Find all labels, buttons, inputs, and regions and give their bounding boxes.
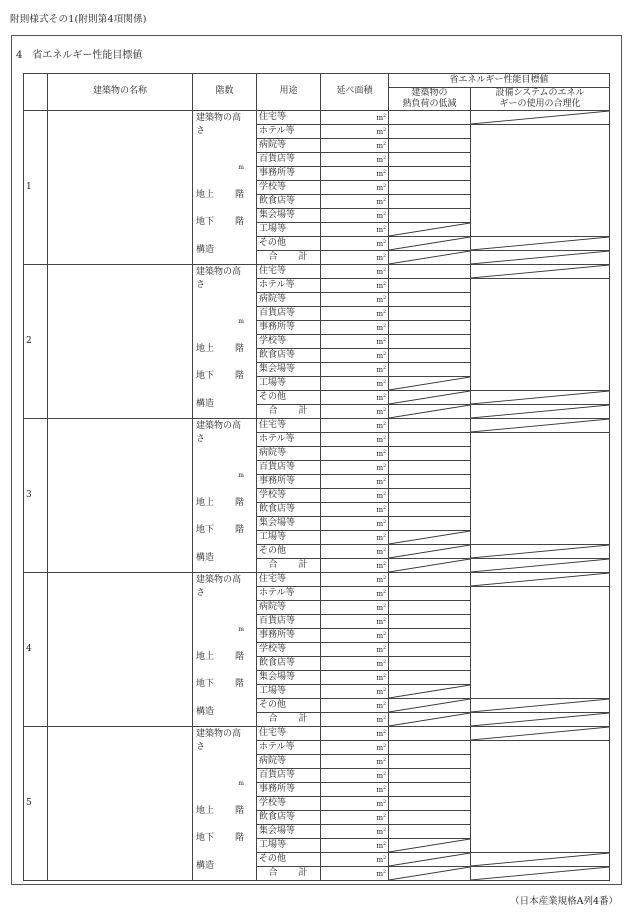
use-label: 集会場等 — [257, 516, 321, 530]
square-meter-unit: $m^2$ — [376, 169, 386, 178]
height-unit-label: m — [238, 625, 244, 633]
floors-header: 階数 — [193, 74, 257, 111]
square-meter-unit: $m^2$ — [376, 771, 386, 780]
use-label: 百貨店等 — [257, 460, 321, 474]
use-label: その他 — [257, 390, 321, 404]
floor-area-field[interactable] — [321, 642, 389, 656]
equipment-efficiency-field[interactable] — [471, 432, 610, 544]
building-height-label: 建築物の高 さ — [196, 574, 242, 598]
heat-load-field[interactable] — [389, 152, 471, 166]
floors-cell — [193, 418, 257, 572]
heat-load-field[interactable] — [389, 502, 471, 516]
floor-area-field[interactable] — [321, 796, 389, 810]
heat-load-field[interactable] — [389, 432, 471, 446]
heat-load-na-cell — [389, 404, 471, 418]
floor-area-field[interactable] — [321, 670, 389, 684]
table-header-row — [24, 74, 610, 88]
floors-cell — [193, 726, 257, 880]
use-label: 学校等 — [257, 334, 321, 348]
square-meter-unit: $m^2$ — [376, 673, 386, 682]
floor-area-field[interactable] — [321, 502, 389, 516]
heat-load-na-cell — [389, 684, 471, 698]
square-meter-unit: $m^2$ — [376, 141, 386, 150]
total-label: 合 計 — [257, 404, 321, 418]
equipment-efficiency-field[interactable] — [471, 124, 610, 236]
floor-area-field[interactable] — [321, 726, 389, 740]
square-meter-unit: $m^2$ — [376, 197, 386, 206]
square-meter-unit: $m^2$ — [376, 869, 386, 878]
square-meter-unit: $m^2$ — [376, 421, 386, 430]
use-label: 事務所等 — [257, 474, 321, 488]
use-label: 住宅等 — [257, 418, 321, 432]
floor-area-field[interactable] — [321, 334, 389, 348]
building-number: 5 — [24, 726, 48, 880]
floor-area-field[interactable] — [321, 208, 389, 222]
square-meter-unit: $m^2$ — [376, 561, 386, 570]
floor-area-field[interactable] — [321, 600, 389, 614]
floor-area-field[interactable] — [321, 572, 389, 586]
use-label: 病院等 — [257, 292, 321, 306]
floor-area-field[interactable] — [321, 166, 389, 180]
heat-load-na-cell — [389, 250, 471, 264]
equipment-na-cell — [471, 712, 610, 726]
floor-area-field[interactable] — [321, 586, 389, 600]
energy-target-header: 省エネルギー性能目標値 — [389, 74, 610, 88]
table-row — [24, 264, 610, 278]
heat-load-field[interactable] — [389, 740, 471, 754]
use-label: 工場等 — [257, 222, 321, 236]
heat-load-field[interactable] — [389, 768, 471, 782]
heat-load-na-cell — [389, 698, 471, 712]
use-label: 工場等 — [257, 530, 321, 544]
square-meter-unit: $m^2$ — [376, 743, 386, 752]
square-meter-unit: $m^2$ — [376, 435, 386, 444]
heat-load-field[interactable] — [389, 446, 471, 460]
floors-cell — [193, 110, 257, 264]
number-header — [24, 74, 48, 111]
heat-load-header: 建築物の 熱負荷の低減 — [389, 87, 471, 110]
total-label: 合 計 — [257, 558, 321, 572]
heat-load-na-cell — [389, 530, 471, 544]
use-label: 病院等 — [257, 754, 321, 768]
building-number: 1 — [24, 110, 48, 264]
floor-area-field[interactable] — [321, 782, 389, 796]
use-label: 工場等 — [257, 838, 321, 852]
square-meter-unit: $m^2$ — [376, 589, 386, 598]
heat-load-field[interactable] — [389, 418, 471, 432]
square-meter-unit: $m^2$ — [376, 379, 386, 388]
structure-label: 構造 — [196, 706, 215, 717]
floor-area-field[interactable] — [321, 740, 389, 754]
use-label: 学校等 — [257, 642, 321, 656]
building-name-header: 建築物の名称 — [48, 74, 193, 111]
floor-area-field[interactable] — [321, 712, 389, 726]
use-label: 百貨店等 — [257, 768, 321, 782]
total-label: 合 計 — [257, 250, 321, 264]
square-meter-unit: $m^2$ — [376, 267, 386, 276]
floor-area-field[interactable] — [321, 838, 389, 852]
building-name-field[interactable] — [48, 726, 193, 880]
heat-load-field[interactable] — [389, 628, 471, 642]
equipment-na-cell — [471, 558, 610, 572]
square-meter-unit: $m^2$ — [376, 687, 386, 696]
square-meter-unit: $m^2$ — [376, 827, 386, 836]
floor-area-field[interactable] — [321, 474, 389, 488]
above-ground-floors-label: 地上 階 — [196, 805, 244, 816]
floor-area-field[interactable] — [321, 810, 389, 824]
heat-load-na-cell — [389, 852, 471, 866]
floor-area-field[interactable] — [321, 390, 389, 404]
use-label: 事務所等 — [257, 628, 321, 642]
use-label: ホテル等 — [257, 586, 321, 600]
floor-area-header: 延べ面積 — [321, 74, 389, 111]
square-meter-unit: $m^2$ — [376, 113, 386, 122]
floor-area-field[interactable] — [321, 558, 389, 572]
building-number: 2 — [24, 264, 48, 418]
use-label: 百貨店等 — [257, 614, 321, 628]
building-name-field[interactable] — [48, 264, 193, 418]
below-ground-floors-label: 地下 階 — [196, 370, 244, 381]
square-meter-unit: $m^2$ — [376, 309, 386, 318]
building-height-label: 建築物の高 さ — [196, 420, 242, 444]
heat-load-field[interactable] — [389, 362, 471, 376]
square-meter-unit: $m^2$ — [376, 617, 386, 626]
equipment-efficiency-field[interactable] — [471, 278, 610, 390]
equipment-na-cell — [471, 404, 610, 418]
above-ground-floors-label: 地上 階 — [196, 189, 244, 200]
heat-load-field[interactable] — [389, 278, 471, 292]
use-label: 集会場等 — [257, 824, 321, 838]
heat-load-field[interactable] — [389, 824, 471, 838]
heat-load-field[interactable] — [389, 124, 471, 138]
floor-area-field[interactable] — [321, 544, 389, 558]
square-meter-unit: $m^2$ — [376, 547, 386, 556]
square-meter-unit: $m^2$ — [376, 575, 386, 584]
heat-load-field[interactable] — [389, 180, 471, 194]
heat-load-field[interactable] — [389, 166, 471, 180]
square-meter-unit: $m^2$ — [376, 533, 386, 542]
use-label: 事務所等 — [257, 782, 321, 796]
use-label: 病院等 — [257, 600, 321, 614]
use-label: 工場等 — [257, 376, 321, 390]
equipment-efficiency-header: 設備システムのエネル ギーの使用の合理化 — [471, 87, 610, 110]
square-meter-unit: $m^2$ — [376, 701, 386, 710]
use-label: 集会場等 — [257, 670, 321, 684]
heat-load-field[interactable] — [389, 670, 471, 684]
building-name-field[interactable] — [48, 110, 193, 264]
square-meter-unit: $m^2$ — [376, 225, 386, 234]
table-row — [24, 110, 610, 124]
floor-area-field[interactable] — [321, 446, 389, 460]
floor-area-field[interactable] — [321, 656, 389, 670]
equipment-na-cell — [471, 544, 610, 558]
heat-load-field[interactable] — [389, 726, 471, 740]
floor-area-field[interactable] — [321, 306, 389, 320]
use-label: 工場等 — [257, 684, 321, 698]
floor-area-field[interactable] — [321, 628, 389, 642]
heat-load-field[interactable] — [389, 586, 471, 600]
square-meter-unit: $m^2$ — [376, 645, 386, 654]
use-label: 学校等 — [257, 180, 321, 194]
floor-area-field[interactable] — [321, 866, 389, 880]
above-ground-floors-label: 地上 階 — [196, 651, 244, 662]
use-label: 住宅等 — [257, 572, 321, 586]
below-ground-floors-label: 地下 階 — [196, 832, 244, 843]
square-meter-unit: $m^2$ — [376, 813, 386, 822]
floor-area-field[interactable] — [321, 516, 389, 530]
use-label: 飲食店等 — [257, 348, 321, 362]
equipment-na-cell — [471, 236, 610, 250]
floor-area-field[interactable] — [321, 152, 389, 166]
use-label: 飲食店等 — [257, 502, 321, 516]
square-meter-unit: $m^2$ — [376, 449, 386, 458]
use-label: その他 — [257, 698, 321, 712]
floor-area-field[interactable] — [321, 404, 389, 418]
floor-area-field[interactable] — [321, 698, 389, 712]
heat-load-field[interactable] — [389, 796, 471, 810]
energy-target-table — [23, 73, 610, 881]
heat-load-na-cell — [389, 558, 471, 572]
section-title: 4 省エネルギー性能目標値 — [16, 50, 143, 61]
floor-area-field[interactable] — [321, 278, 389, 292]
use-label: 集会場等 — [257, 208, 321, 222]
square-meter-unit: $m^2$ — [376, 799, 386, 808]
square-meter-unit: $m^2$ — [376, 295, 386, 304]
heat-load-field[interactable] — [389, 334, 471, 348]
square-meter-unit: $m^2$ — [376, 603, 386, 612]
square-meter-unit: $m^2$ — [376, 127, 386, 136]
use-label: 集会場等 — [257, 362, 321, 376]
square-meter-unit: $m^2$ — [376, 715, 386, 724]
floor-area-field[interactable] — [321, 124, 389, 138]
square-meter-unit: $m^2$ — [376, 855, 386, 864]
heat-load-field[interactable] — [389, 754, 471, 768]
equipment-na-cell — [471, 390, 610, 404]
floor-area-field[interactable] — [321, 222, 389, 236]
heat-load-field[interactable] — [389, 208, 471, 222]
above-ground-floors-label: 地上 階 — [196, 343, 244, 354]
building-height-label: 建築物の高 さ — [196, 266, 242, 290]
square-meter-unit: $m^2$ — [376, 337, 386, 346]
heat-load-field[interactable] — [389, 488, 471, 502]
heat-load-field[interactable] — [389, 656, 471, 670]
heat-load-field[interactable] — [389, 782, 471, 796]
floor-area-field[interactable] — [321, 418, 389, 432]
floor-area-field[interactable] — [321, 684, 389, 698]
floor-area-field[interactable] — [321, 110, 389, 124]
heat-load-na-cell — [389, 390, 471, 404]
use-label: 事務所等 — [257, 320, 321, 334]
floor-area-field[interactable] — [321, 614, 389, 628]
floors-cell — [193, 264, 257, 418]
heat-load-field[interactable] — [389, 460, 471, 474]
use-label: 事務所等 — [257, 166, 321, 180]
floor-area-field[interactable] — [321, 460, 389, 474]
square-meter-unit: $m^2$ — [376, 631, 386, 640]
equipment-na-cell — [471, 726, 610, 740]
square-meter-unit: $m^2$ — [376, 505, 386, 514]
square-meter-unit: $m^2$ — [376, 281, 386, 290]
square-meter-unit: $m^2$ — [376, 323, 386, 332]
heat-load-field[interactable] — [389, 474, 471, 488]
floor-area-field[interactable] — [321, 180, 389, 194]
square-meter-unit: $m^2$ — [376, 841, 386, 850]
equipment-na-cell — [471, 866, 610, 880]
table-row — [24, 418, 610, 432]
total-label: 合 計 — [257, 866, 321, 880]
heat-load-field[interactable] — [389, 306, 471, 320]
use-label: 住宅等 — [257, 264, 321, 278]
heat-load-field[interactable] — [389, 516, 471, 530]
square-meter-unit: $m^2$ — [376, 183, 386, 192]
equipment-na-cell — [471, 572, 610, 586]
above-ground-floors-label: 地上 階 — [196, 497, 244, 508]
floor-area-field[interactable] — [321, 488, 389, 502]
heat-load-field[interactable] — [389, 194, 471, 208]
square-meter-unit: $m^2$ — [376, 155, 386, 164]
height-unit-label: m — [238, 471, 244, 479]
square-meter-unit: $m^2$ — [376, 491, 386, 500]
floor-area-field[interactable] — [321, 348, 389, 362]
use-label: 飲食店等 — [257, 194, 321, 208]
table-row — [24, 726, 610, 740]
floor-area-field[interactable] — [321, 754, 389, 768]
equipment-efficiency-field[interactable] — [471, 740, 610, 852]
use-label: 飲食店等 — [257, 656, 321, 670]
floor-area-field[interactable] — [321, 362, 389, 376]
square-meter-unit: $m^2$ — [376, 729, 386, 738]
heat-load-field[interactable] — [389, 138, 471, 152]
form-footer-note: （日本産業規格A列4番） — [510, 896, 618, 907]
square-meter-unit: $m^2$ — [376, 239, 386, 248]
form-header-note: 附則様式その1(附則第4項関係) — [10, 14, 147, 25]
heat-load-field[interactable] — [389, 600, 471, 614]
heat-load-field[interactable] — [389, 292, 471, 306]
heat-load-na-cell — [389, 236, 471, 250]
structure-label: 構造 — [196, 244, 215, 255]
use-label: 病院等 — [257, 446, 321, 460]
below-ground-floors-label: 地下 階 — [196, 216, 244, 227]
square-meter-unit: $m^2$ — [376, 211, 386, 220]
equipment-efficiency-field[interactable] — [471, 586, 610, 698]
use-label: その他 — [257, 236, 321, 250]
structure-label: 構造 — [196, 398, 215, 409]
heat-load-field[interactable] — [389, 264, 471, 278]
floor-area-field[interactable] — [321, 138, 389, 152]
building-name-field[interactable] — [48, 418, 193, 572]
heat-load-na-cell — [389, 838, 471, 852]
square-meter-unit: $m^2$ — [376, 477, 386, 486]
heat-load-field[interactable] — [389, 320, 471, 334]
building-name-field[interactable] — [48, 572, 193, 726]
use-label: 飲食店等 — [257, 810, 321, 824]
building-number: 4 — [24, 572, 48, 726]
floor-area-field[interactable] — [321, 264, 389, 278]
square-meter-unit: $m^2$ — [376, 785, 386, 794]
square-meter-unit: $m^2$ — [376, 253, 386, 262]
use-label: その他 — [257, 852, 321, 866]
use-label: ホテル等 — [257, 278, 321, 292]
floor-area-field[interactable] — [321, 530, 389, 544]
use-label: 病院等 — [257, 138, 321, 152]
height-unit-label: m — [238, 779, 244, 787]
square-meter-unit: $m^2$ — [376, 393, 386, 402]
building-number: 3 — [24, 418, 48, 572]
use-header: 用途 — [257, 74, 321, 111]
use-label: 住宅等 — [257, 110, 321, 124]
equipment-na-cell — [471, 418, 610, 432]
floor-area-field[interactable] — [321, 250, 389, 264]
floor-area-field[interactable] — [321, 432, 389, 446]
heat-load-na-cell — [389, 712, 471, 726]
square-meter-unit: $m^2$ — [376, 365, 386, 374]
equipment-na-cell — [471, 852, 610, 866]
square-meter-unit: $m^2$ — [376, 351, 386, 360]
use-label: ホテル等 — [257, 740, 321, 754]
use-label: 学校等 — [257, 488, 321, 502]
heat-load-na-cell — [389, 222, 471, 236]
use-label: その他 — [257, 544, 321, 558]
heat-load-na-cell — [389, 544, 471, 558]
structure-label: 構造 — [196, 552, 215, 563]
floor-area-field[interactable] — [321, 768, 389, 782]
square-meter-unit: $m^2$ — [376, 463, 386, 472]
floor-area-field[interactable] — [321, 320, 389, 334]
use-label: 百貨店等 — [257, 152, 321, 166]
heat-load-field[interactable] — [389, 642, 471, 656]
equipment-na-cell — [471, 698, 610, 712]
structure-label: 構造 — [196, 860, 215, 871]
building-height-label: 建築物の高 さ — [196, 112, 242, 136]
equipment-na-cell — [471, 264, 610, 278]
heat-load-field[interactable] — [389, 572, 471, 586]
floor-area-field[interactable] — [321, 852, 389, 866]
square-meter-unit: $m^2$ — [376, 407, 386, 416]
floor-area-field[interactable] — [321, 236, 389, 250]
floor-area-field[interactable] — [321, 376, 389, 390]
square-meter-unit: $m^2$ — [376, 519, 386, 528]
heat-load-na-cell — [389, 376, 471, 390]
floor-area-field[interactable] — [321, 824, 389, 838]
building-height-label: 建築物の高 さ — [196, 728, 242, 752]
height-unit-label: m — [238, 163, 244, 171]
square-meter-unit: $m^2$ — [376, 659, 386, 668]
use-label: ホテル等 — [257, 432, 321, 446]
height-unit-label: m — [238, 317, 244, 325]
table-row — [24, 572, 610, 586]
heat-load-field[interactable] — [389, 110, 471, 124]
heat-load-field[interactable] — [389, 614, 471, 628]
square-meter-unit: $m^2$ — [376, 757, 386, 766]
use-label: 学校等 — [257, 796, 321, 810]
total-label: 合 計 — [257, 712, 321, 726]
use-label: 百貨店等 — [257, 306, 321, 320]
floor-area-field[interactable] — [321, 292, 389, 306]
use-label: ホテル等 — [257, 124, 321, 138]
floor-area-field[interactable] — [321, 194, 389, 208]
below-ground-floors-label: 地下 階 — [196, 524, 244, 535]
heat-load-na-cell — [389, 866, 471, 880]
equipment-na-cell — [471, 250, 610, 264]
floors-cell — [193, 572, 257, 726]
heat-load-field[interactable] — [389, 348, 471, 362]
equipment-na-cell — [471, 110, 610, 124]
below-ground-floors-label: 地下 階 — [196, 678, 244, 689]
use-label: 住宅等 — [257, 726, 321, 740]
heat-load-field[interactable] — [389, 810, 471, 824]
